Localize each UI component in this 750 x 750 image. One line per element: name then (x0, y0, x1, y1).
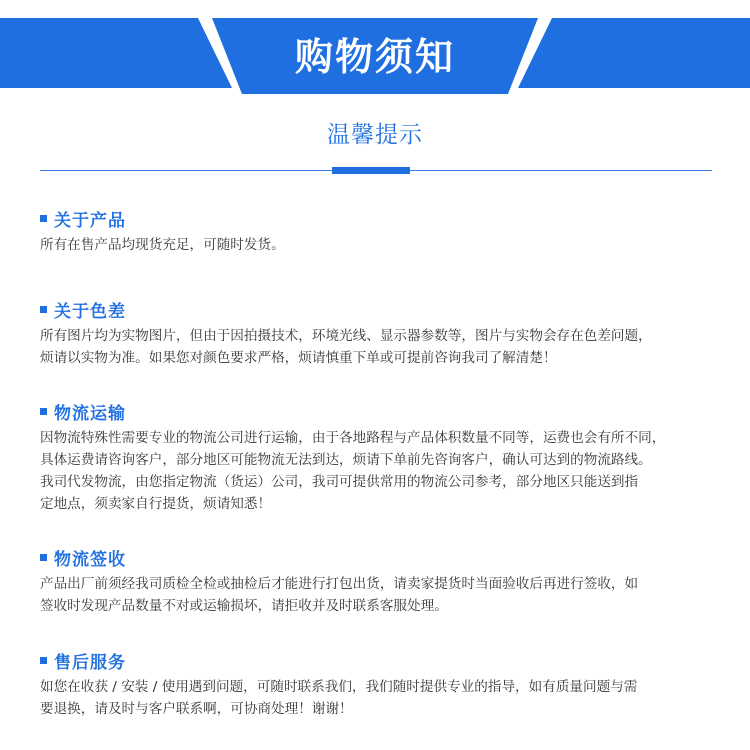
section-body (40, 234, 716, 256)
body-line: 签收时发现产品数量不对或运输损坏，请拒收并及时联系客服处理。 (40, 598, 448, 614)
section-header (40, 545, 716, 569)
section-body (40, 676, 716, 720)
body-line: 定地点，须卖家自行提货，烦请知悉！ (40, 496, 272, 512)
body-line: 所有在售产品均现货充足，可随时发货。 (40, 237, 285, 253)
square-bullet-icon (40, 306, 47, 313)
body-line: 要退换，请及时与客户联系啊，可协商处理！谢谢！ (40, 701, 353, 717)
section-header (40, 206, 716, 230)
section-title: 物流签收 (54, 549, 126, 570)
banner (0, 0, 750, 118)
section-logistics (40, 399, 716, 515)
square-bullet-icon (40, 408, 47, 415)
section-body (40, 573, 716, 617)
body-line: 具体运费请咨询客户，部分地区可能物流无法到达，烦请下单前先咨询客户，确认可达到的物流路线。 (40, 452, 652, 468)
section-header (40, 297, 716, 321)
body-line: 我司代发物流，由您指定物流（货运）公司，我司可提供常用的物流公司参考，部分地区只能送到指 (40, 474, 639, 490)
body-line: 如您在收获 / 安装 / 使用遇到问题，可随时联系我们，我们随时提供专业的指导，如有质量问题与需 (40, 679, 638, 695)
section-title: 关于色差 (54, 301, 126, 322)
section-body (40, 427, 716, 515)
section-header (40, 648, 716, 672)
section-delivery-signing (40, 545, 716, 617)
square-bullet-icon (40, 215, 47, 222)
body-line: 产品出厂前须经我司质检全检或抽检后才能进行打包出货，请卖家提货时当面验收后再进行签收，如 (40, 576, 639, 592)
square-bullet-icon (40, 657, 47, 664)
body-line: 烦请以实物为准。如果您对颜色要求严格，烦请慎重下单或可提前咨询我司了解清楚！ (40, 350, 557, 366)
divider-accent-bar (332, 167, 410, 174)
body-line: 所有图片均为实物图片，但由于因拍摄技术，环境光线、显示器参数等，图片与实物会存在色差问题， (40, 328, 652, 344)
section-product (40, 206, 716, 256)
banner-title: 购物须知 (294, 35, 455, 79)
section-color-difference (40, 297, 716, 369)
section-title: 售后服务 (54, 652, 126, 673)
section-title: 物流运输 (54, 403, 126, 424)
section-after-sales (40, 648, 716, 720)
section-title: 关于产品 (54, 210, 126, 231)
square-bullet-icon (40, 554, 47, 561)
section-body (40, 325, 716, 369)
body-line: 因物流特殊性需要专业的物流公司进行运输，由于各地路程与产品体积数量不同等，运费也会有所不同， (40, 430, 666, 446)
section-header (40, 399, 716, 423)
subtitle: 温馨提示 (327, 122, 423, 148)
